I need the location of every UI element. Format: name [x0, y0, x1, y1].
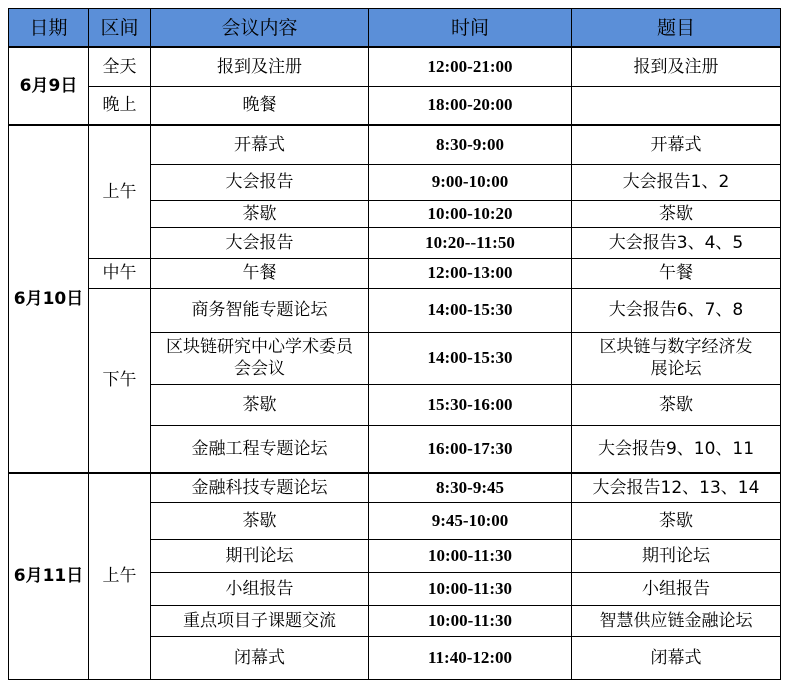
header-time: 时间 [369, 9, 572, 48]
time-cell: 10:00-11:30 [369, 539, 572, 572]
time-cell: 10:00-10:20 [369, 200, 572, 227]
time-cell: 9:00-10:00 [369, 164, 572, 200]
topic-cell: 大会报告9、10、11 [572, 425, 781, 473]
header-row [9, 9, 781, 48]
date-cell: 6月9日 [9, 47, 89, 125]
topic-cell: 闭幕式 [572, 636, 781, 679]
period-cell: 上午 [89, 125, 151, 258]
content-cell: 区块链研究中心学术委员会会议 [151, 332, 369, 384]
table-row [9, 258, 781, 288]
topic-cell [572, 86, 781, 125]
content-cell: 金融科技专题论坛 [151, 473, 369, 502]
content-cell: 茶歇 [151, 502, 369, 539]
topic-cell: 午餐 [572, 258, 781, 288]
content-cell: 茶歇 [151, 384, 369, 425]
header-topic: 题目 [572, 9, 781, 48]
content-cell: 午餐 [151, 258, 369, 288]
time-cell: 14:00-15:30 [369, 332, 572, 384]
content-cell: 期刊论坛 [151, 539, 369, 572]
table-row [9, 288, 781, 332]
content-cell: 大会报告 [151, 164, 369, 200]
time-cell: 15:30-16:00 [369, 384, 572, 425]
period-cell: 中午 [89, 258, 151, 288]
period-cell: 晚上 [89, 86, 151, 125]
content-cell: 晚餐 [151, 86, 369, 125]
content-cell: 金融工程专题论坛 [151, 425, 369, 473]
table-row [9, 86, 781, 125]
topic-cell: 大会报告3、4、5 [572, 227, 781, 258]
time-cell: 12:00-13:00 [369, 258, 572, 288]
topic-cell: 区块链与数字经济发展论坛 [572, 332, 781, 384]
topic-cell: 茶歇 [572, 502, 781, 539]
table-row [9, 47, 781, 86]
content-cell: 报到及注册 [151, 47, 369, 86]
topic-cell: 小组报告 [572, 572, 781, 605]
time-cell: 10:00-11:30 [369, 605, 572, 636]
time-cell: 9:45-10:00 [369, 502, 572, 539]
content-cell: 茶歇 [151, 200, 369, 227]
table-row [9, 473, 781, 502]
content-cell: 闭幕式 [151, 636, 369, 679]
header-content: 会议内容 [151, 9, 369, 48]
time-cell: 8:30-9:45 [369, 473, 572, 502]
time-cell: 18:00-20:00 [369, 86, 572, 125]
time-cell: 11:40-12:00 [369, 636, 572, 679]
period-cell: 上午 [89, 473, 151, 679]
date-cell: 6月11日 [9, 473, 89, 679]
content-cell: 商务智能专题论坛 [151, 288, 369, 332]
topic-cell: 大会报告12、13、14 [572, 473, 781, 502]
topic-cell: 报到及注册 [572, 47, 781, 86]
time-cell: 16:00-17:30 [369, 425, 572, 473]
time-cell: 12:00-21:00 [369, 47, 572, 86]
content-cell: 小组报告 [151, 572, 369, 605]
time-cell: 10:00-11:30 [369, 572, 572, 605]
conference-schedule-table [8, 8, 781, 680]
time-cell: 14:00-15:30 [369, 288, 572, 332]
topic-cell: 大会报告6、7、8 [572, 288, 781, 332]
header-date: 日期 [9, 9, 89, 48]
topic-cell: 茶歇 [572, 384, 781, 425]
period-cell: 全天 [89, 47, 151, 86]
header-period: 区间 [89, 9, 151, 48]
period-cell: 下午 [89, 288, 151, 473]
content-cell: 重点项目子课题交流 [151, 605, 369, 636]
date-cell: 6月10日 [9, 125, 89, 473]
topic-cell: 茶歇 [572, 200, 781, 227]
topic-cell: 期刊论坛 [572, 539, 781, 572]
table-row [9, 125, 781, 164]
time-cell: 10:20--11:50 [369, 227, 572, 258]
topic-cell: 智慧供应链金融论坛 [572, 605, 781, 636]
time-cell: 8:30-9:00 [369, 125, 572, 164]
content-cell: 大会报告 [151, 227, 369, 258]
topic-cell: 大会报告1、2 [572, 164, 781, 200]
topic-cell: 开幕式 [572, 125, 781, 164]
content-cell: 开幕式 [151, 125, 369, 164]
